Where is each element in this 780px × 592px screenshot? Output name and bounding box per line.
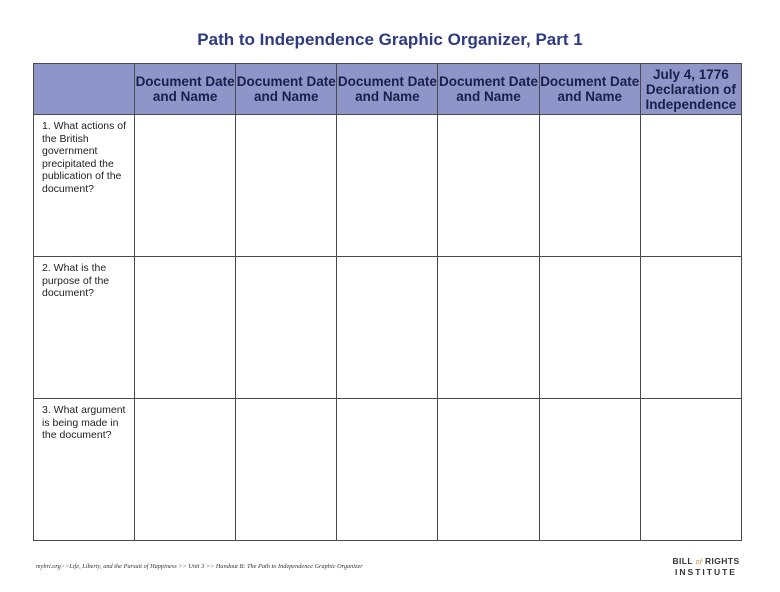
answer-cell[interactable]	[135, 399, 236, 541]
answer-cell[interactable]	[539, 257, 640, 399]
logo-text-institute: INSTITUTE	[675, 567, 737, 577]
answer-cell[interactable]	[539, 399, 640, 541]
logo-text-rights: RIGHTS	[705, 556, 740, 566]
question-cell: 3. What argument is being made in the document?	[34, 399, 135, 541]
answer-cell[interactable]	[438, 257, 539, 399]
answer-cell[interactable]	[236, 399, 337, 541]
answer-cell[interactable]	[640, 115, 741, 257]
header-cell-blank	[34, 64, 135, 115]
answer-cell[interactable]	[135, 115, 236, 257]
logo-text-bill: BILL	[672, 556, 693, 566]
table-row	[34, 257, 742, 399]
table-row	[34, 399, 742, 541]
answer-cell[interactable]	[640, 399, 741, 541]
bill-of-rights-institute-logo	[672, 556, 740, 577]
answer-cell[interactable]	[236, 115, 337, 257]
header-cell-document-3: Document Date and Name	[337, 64, 438, 115]
answer-cell[interactable]	[337, 257, 438, 399]
answer-cell[interactable]	[438, 115, 539, 257]
header-row	[34, 64, 742, 115]
question-cell: 2. What is the purpose of the document?	[34, 257, 135, 399]
header-cell-document-2: Document Date and Name	[236, 64, 337, 115]
header-cell-document-5: Document Date and Name	[539, 64, 640, 115]
footer-citation: mybri.org>>Life, Liberty, and the Pursuit of Happiness >> Unit 3 >> Handout B: The Path to Independence Graphic Organizer	[36, 563, 363, 570]
header-cell-document-4: Document Date and Name	[438, 64, 539, 115]
table-row	[34, 115, 742, 257]
answer-cell[interactable]	[337, 115, 438, 257]
graphic-organizer-table	[33, 63, 742, 541]
answer-cell[interactable]	[135, 257, 236, 399]
answer-cell[interactable]	[337, 399, 438, 541]
header-cell-document-1: Document Date and Name	[135, 64, 236, 115]
answer-cell[interactable]	[438, 399, 539, 541]
logo-text-of: of	[695, 559, 703, 566]
question-cell: 1. What actions of the British government precipitated the publication of the document?	[34, 115, 135, 257]
page-title: Path to Independence Graphic Organizer, Part 1	[197, 30, 583, 49]
answer-cell[interactable]	[236, 257, 337, 399]
header-cell-declaration: July 4, 1776 Declaration of Independence	[640, 64, 741, 115]
answer-cell[interactable]	[640, 257, 741, 399]
answer-cell[interactable]	[539, 115, 640, 257]
